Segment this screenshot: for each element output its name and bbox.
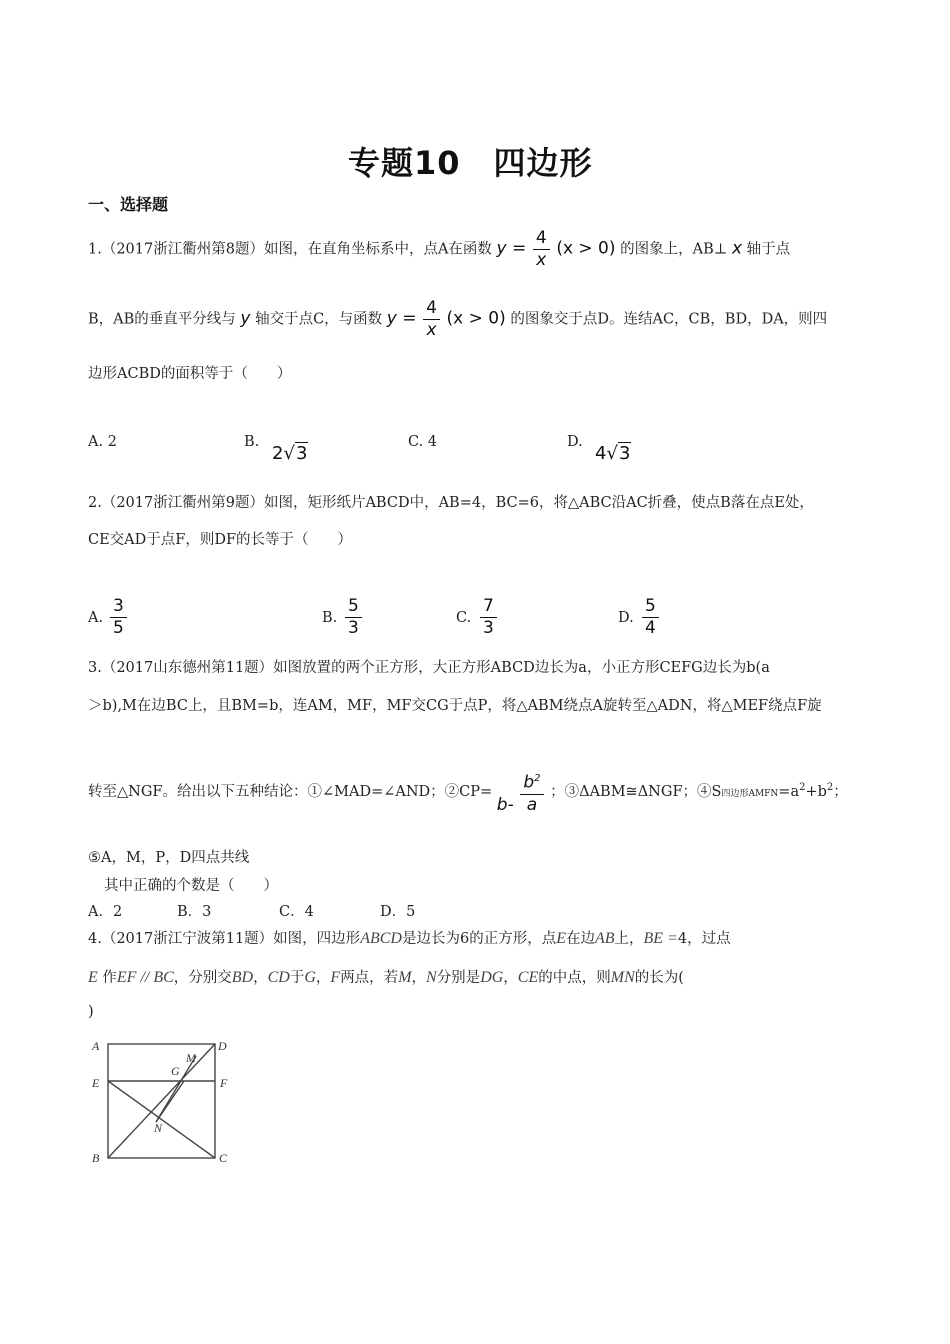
q3-line3: 转至△NGF。给出以下五种结论：①∠MAD=∠AND；②CP= b- $\frac{b^2}{a}$ ；③ΔABM≅ΔNGF；④S四边形$AMFN=a^2+b^2$；: [88, 768, 848, 816]
q1-fraction: $\frac{4}{x}$: [533, 228, 550, 271]
q3-option-a: A．2: [88, 904, 123, 920]
label-n: N: [154, 1121, 163, 1135]
q2-option-c: C.: [456, 610, 472, 626]
q2-option-a-value: $\frac{3}{5}$: [108, 596, 129, 639]
q1-option-d: D.: [567, 434, 583, 450]
label-f: F: [220, 1076, 228, 1090]
q3-option-d: D．5: [380, 904, 416, 920]
q2-option-b-value: $\frac{5}{3}$: [343, 596, 364, 639]
label-m: M: [186, 1051, 196, 1065]
q3-line5: 其中正确的个数是（ ）: [104, 878, 278, 894]
q4-figure: [86, 1034, 246, 1168]
q3-fraction: $\frac{b^2}{a}$: [520, 768, 543, 816]
q1-option-c: C. 4: [408, 434, 438, 450]
line-ec: [108, 1081, 215, 1158]
q4-line2: E 作EF // BC，分别交BD，CD于G，F两点，若M，N分别是DG，CE的中点，则MN的长为(: [88, 969, 684, 986]
q1-option-a: A. 2: [88, 434, 117, 450]
q1-option-d-value: 4√3: [595, 443, 631, 464]
label-e: E: [92, 1076, 100, 1090]
page-title: 专题10 四边形: [348, 144, 593, 182]
section-heading: 一、选择题: [88, 195, 169, 214]
label-b: B: [92, 1151, 100, 1165]
q3-option-c: C．4: [279, 904, 314, 920]
label-c: C: [219, 1151, 228, 1165]
q4-line3: ): [88, 1004, 94, 1020]
q1-fraction-2: $\frac{4}{x}$: [423, 298, 440, 341]
q3-line1: 3.（2017山东德州第11题）如图放置的两个正方形，大正方形ABCD边长为a，小正方形CEFG边长为b(a: [88, 660, 770, 676]
q2-line2: CE交AD于点F，则DF的长等于（ ）: [88, 532, 353, 548]
q2-option-d: D.: [618, 610, 634, 626]
q2-option-d-value: $\frac{5}{4}$: [640, 596, 661, 639]
line-bd: [108, 1044, 215, 1158]
label-a: A: [92, 1039, 100, 1053]
q2-line1: 2.（2017浙江衢州第9题）如图，矩形纸片ABCD中，AB=4，BC=6，将△ABC沿AC折叠，使点B落在点E处，: [88, 495, 814, 511]
q3-line2: ＞b),M在边BC上，且BM=b，连AM，MF，MF交CG于点P，将△ABM绕点A旋转至△ADN，将△MEF绕点F旋: [88, 698, 822, 714]
label-g: G: [171, 1064, 180, 1078]
q2-option-b: B.: [322, 610, 338, 626]
q3-option-b: B．3: [177, 904, 212, 920]
q1-line3: 边形ACBD的面积等于（ ）: [88, 366, 292, 382]
q1-line2: B，AB的垂直平分线与 y 轴交于点C，与函数 y = $\frac{4}{x}$ (x > 0) 的图象交于点D。连结AC，CB，BD，DA，则四: [88, 298, 828, 340]
q1-option-b: B.: [244, 434, 260, 450]
q1-option-b-value: 2√3: [272, 443, 308, 464]
q2-option-a: A.: [88, 610, 104, 626]
q3-line4: ⑤A，M，P，D四点共线: [88, 850, 250, 866]
label-d: D: [218, 1039, 227, 1053]
q2-option-c-value: $\frac{7}{3}$: [478, 596, 499, 639]
q1-line1: 1.（2017浙江衢州第8题）如图，在直角坐标系中，点A在函数 y = $\frac{4}{x}$ (x > 0) 的图象上，AB⊥ x 轴于点: [88, 228, 791, 270]
q4-line1: 4.（2017浙江宁波第11题）如图，四边形ABCD是边长为6的正方形，点E在边AB上，BE =4，过点: [88, 930, 731, 947]
